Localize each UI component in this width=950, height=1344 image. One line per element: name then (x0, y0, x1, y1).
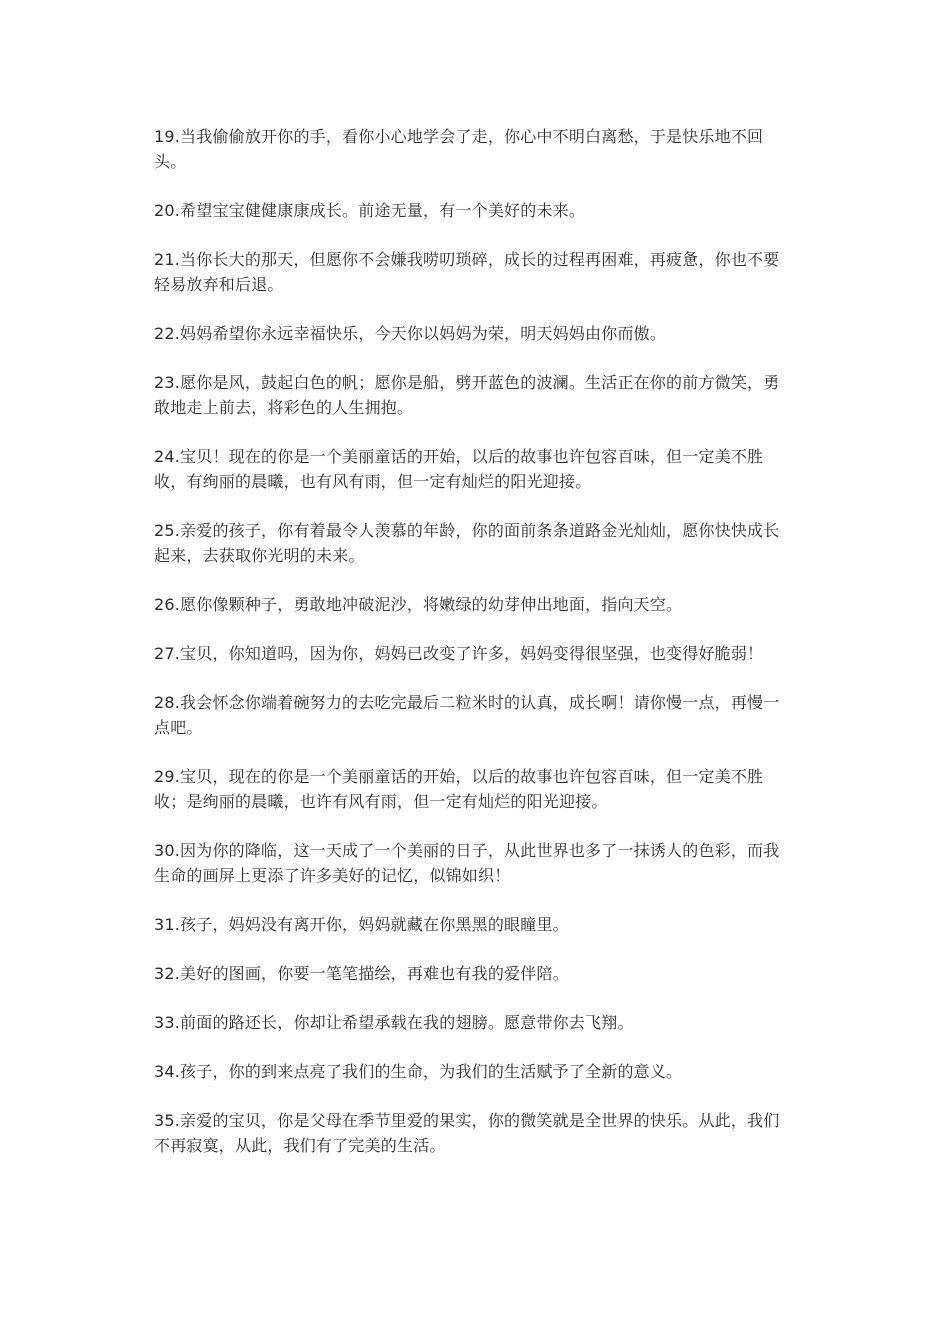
paragraph-29: 29.宝贝，现在的你是一个美丽童话的开始，以后的故事也许包容百味，但一定美不胜收；是绚丽的晨曦，也许有风有雨，但一定有灿烂的阳光迎接。 (154, 767, 764, 811)
paragraph-22: 22.妈妈希望你永远幸福快乐，今天你以妈妈为荣，明天妈妈由你而傲。 (154, 324, 667, 343)
paragraph-27: 27.宝贝，你知道吗，因为你，妈妈已改变了许多，妈妈变得很坚强，也变得好脆弱！ (154, 644, 764, 663)
paragraph-26: 26.愿你像颗种子，勇敢地冲破泥沙，将嫩绿的幼芽伸出地面，指向天空。 (154, 595, 683, 614)
paragraph-32: 32.美好的图画，你要一笔笔描绘，再难也有我的爱伴陪。 (154, 964, 569, 983)
document-body (154, 124, 784, 1182)
paragraph-31: 31.孩子，妈妈没有离开你，妈妈就藏在你黑黑的眼瞳里。 (154, 915, 569, 934)
paragraph-23: 23.愿你是风，鼓起白色的帆；愿你是船，劈开蓝色的波澜。生活正在你的前方微笑，勇敢地走上前去，将彩色的人生拥抱。 (154, 373, 780, 417)
paragraph-28: 28.我会怀念你端着碗努力的去吃完最后二粒米时的认真，成长啊！请你慢一点，再慢一点吧。 (154, 693, 780, 737)
paragraph-25: 25.亲爱的孩子，你有着最令人羡慕的年龄，你的面前条条道路金光灿灿，愿你快快成长起来，去获取你光明的未来。 (154, 521, 780, 565)
paragraph-34: 34.孩子，你的到来点亮了我们的生命，为我们的生活赋予了全新的意义。 (154, 1062, 683, 1081)
paragraph-33: 33.前面的路还长，你却让希望承载在我的翅膀。愿意带你去飞翔。 (154, 1013, 634, 1032)
paragraph-30: 30.因为你的降临，这一天成了一个美丽的日子，从此世界也多了一抹诱人的色彩，而我生命的画屏上更添了许多美好的记忆，似锦如织！ (154, 841, 780, 885)
paragraph-19: 19.当我偷偷放开你的手，看你小心地学会了走，你心中不明白离愁，于是快乐地不回头。 (154, 127, 764, 171)
paragraph-21: 21.当你长大的那天，但愿你不会嫌我唠叨琐碎，成长的过程再困难，再疲惫，你也不要轻易放弃和后退。 (154, 250, 780, 294)
paragraph-24: 24.宝贝！现在的你是一个美丽童话的开始，以后的故事也许包容百味，但一定美不胜收，有绚丽的晨曦，也有风有雨，但一定有灿烂的阳光迎接。 (154, 447, 764, 491)
paragraph-20: 20.希望宝宝健健康康成长。前途无量，有一个美好的未来。 (154, 201, 586, 220)
paragraph-35: 35.亲爱的宝贝，你是父母在季节里爱的果实，你的微笑就是全世界的快乐。从此，我们不再寂寞，从此，我们有了完美的生活。 (154, 1111, 780, 1155)
